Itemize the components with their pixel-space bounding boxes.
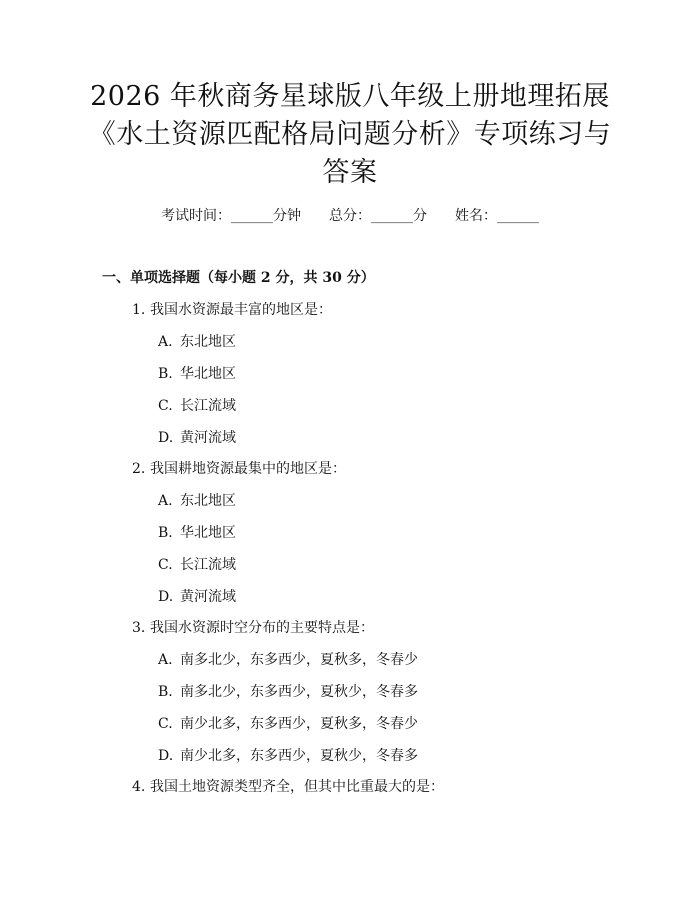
- option-letter: C.: [158, 398, 173, 414]
- option-2a: [158, 491, 236, 511]
- question-text: 我国水资源最丰富的地区是：: [150, 302, 332, 318]
- question-4: [132, 777, 444, 797]
- option-letter: D.: [158, 589, 174, 605]
- question-3: [132, 618, 374, 638]
- option-text: 南少北多，东多西少，夏秋多，冬春少: [180, 716, 418, 732]
- option-text: 东北地区: [180, 334, 236, 350]
- question-text: 我国土地资源类型齐全，但其中比重最大的是：: [150, 779, 444, 795]
- option-1d: [158, 428, 236, 448]
- option-1a: [158, 332, 236, 352]
- option-letter: B.: [158, 525, 173, 541]
- option-text: 黄河流域: [180, 430, 236, 446]
- option-3c: [158, 714, 418, 734]
- option-3d: [158, 746, 418, 766]
- option-letter: A.: [158, 652, 173, 668]
- option-text: 华北地区: [180, 366, 236, 382]
- exam-info-line: [0, 206, 700, 226]
- option-3a: [158, 650, 418, 670]
- option-letter: D.: [158, 748, 174, 764]
- section-heading: 一、单项选择题（每小题 2 分，共 30 分）: [102, 270, 375, 286]
- option-2c: [158, 555, 236, 575]
- total-score-field: 总分：______分: [329, 208, 427, 224]
- option-3b: [158, 682, 418, 702]
- question-number: 3.: [132, 620, 146, 636]
- option-letter: B.: [158, 684, 173, 700]
- option-letter: B.: [158, 366, 173, 382]
- name-field: 姓名：______: [455, 208, 539, 224]
- option-1b: [158, 364, 236, 384]
- question-text: 我国水资源时空分布的主要特点是：: [150, 620, 374, 636]
- option-2b: [158, 523, 236, 543]
- option-letter: A.: [158, 334, 173, 350]
- question-number: 2.: [132, 461, 146, 477]
- option-text: 长江流域: [180, 398, 236, 414]
- exam-time-field: 考试时间：______分钟: [161, 208, 301, 224]
- question-1: [132, 300, 332, 320]
- option-text: 南多北少，东多西少，夏秋少，冬春多: [180, 684, 418, 700]
- option-text: 东北地区: [180, 493, 236, 509]
- question-number: 4.: [132, 779, 146, 795]
- option-2d: [158, 587, 236, 607]
- option-text: 华北地区: [180, 525, 236, 541]
- document-title: [40, 78, 660, 192]
- option-text: 南多北少，东多西少，夏秋多，冬春少: [180, 652, 418, 668]
- title-line-3: 答案: [322, 157, 378, 188]
- option-letter: C.: [158, 716, 173, 732]
- option-text: 南少北多，东多西少，夏秋少，冬春多: [180, 748, 418, 764]
- question-number: 1.: [132, 302, 146, 318]
- question-2: [132, 459, 346, 479]
- title-line-2: 《水土资源匹配格局问题分析》专项练习与: [88, 119, 612, 150]
- option-letter: C.: [158, 557, 173, 573]
- title-line-1: 2026 年秋商务星球版八年级上册地理拓展: [90, 81, 610, 112]
- option-letter: A.: [158, 493, 173, 509]
- question-text: 我国耕地资源最集中的地区是：: [150, 461, 346, 477]
- option-text: 长江流域: [180, 557, 236, 573]
- option-text: 黄河流域: [180, 589, 236, 605]
- option-letter: D.: [158, 430, 174, 446]
- option-1c: [158, 396, 236, 416]
